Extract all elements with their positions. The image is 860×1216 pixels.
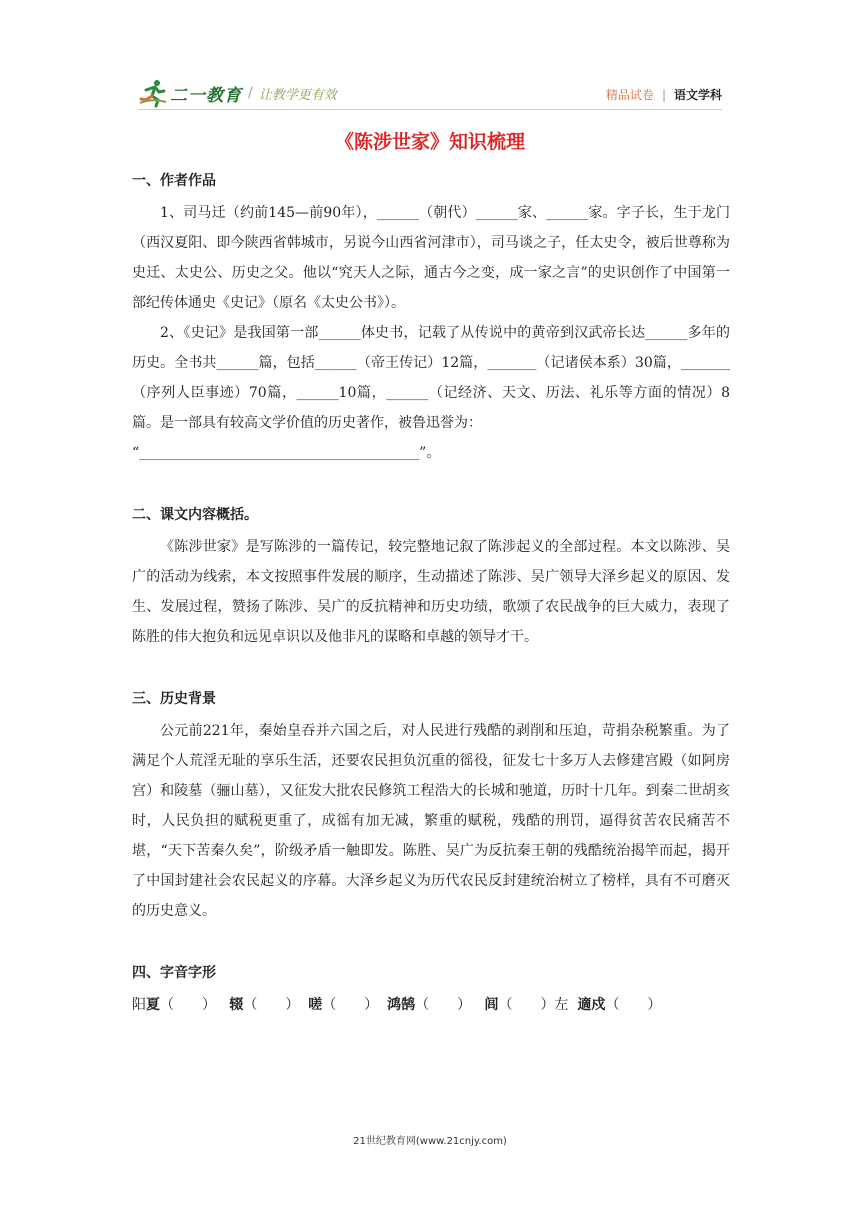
- header-tags: [606, 86, 722, 103]
- brand-slogan: 让教学更有效: [258, 87, 337, 103]
- pron-char-bold: 辍: [229, 997, 244, 1013]
- document-body: [132, 168, 730, 1020]
- logo: [138, 78, 337, 108]
- runner-logo-icon: [138, 78, 168, 108]
- page-title: 《陈涉世家》知识梳理: [334, 131, 525, 153]
- paragraph-summary: 《陈涉世家》是写陈涉的一篇传记，较完整地记叙了陈涉起义的全部过程。本文以陈涉、吴广的活动为线索，本文按照事件发展的顺序，生动描述了陈涉、吴广领导大泽乡起义的原因、发生、发展过程，赞扬了陈涉、吴广的反抗精神和历史功绩，歌颂了农民战争的巨大威力，表现了陈胜的伟大抱负和远见卓识以及他非凡的谋略和卓越的领导才干。: [132, 539, 730, 645]
- pron-blank: （ ）: [605, 997, 662, 1013]
- paragraph-background: 公元前221年，秦始皇吞并六国之后，对人民进行残酷的剥削和压迫，苛捐杂税繁重。为了满足个人荒淫无耻的享乐生活，还要农民担负沉重的徭役，征发七十多万人去修建宫殿（如阿房宫）和陵墓（骊山墓），又征发大批农民修筑工程浩大的长城和驰道，历时十几年。到秦二世胡亥时，人民负担的赋税更重了，成徭有加无减，繁重的赋税，残酷的刑罚，逼得贫苦农民痛苦不堪，“天下苦秦久矣”，阶级矛盾一触即发。陈胜、吴广为反抗秦王朝的残酷统治揭竿而起，揭开了中国封建社会农民起义的序幕。大泽乡起义为历代农民反封建统治树立了榜样，具有不可磨灭的历史意义。: [132, 723, 730, 919]
- pron-char-bold: 鸿鹄: [387, 997, 416, 1013]
- section-heading-summary: 二、课文内容概括。: [132, 507, 258, 523]
- page-header: [138, 78, 722, 108]
- header-rule: [138, 109, 722, 110]
- pronunciation-row: [132, 990, 730, 1020]
- header-tag-subject: 语文学科: [673, 88, 722, 102]
- pron-blank: （ ）: [160, 997, 216, 1013]
- brand-name: 二一教育: [170, 85, 242, 106]
- paragraph-author-2: 2、《史记》是我国第一部______体史书，记载了从传说中的黄帝到汉武帝长达______多年的历史。全书共______篇，包括______（帝王传记）12篇，_______（记诸侯本系）30篇，_______（序列人臣事迹）70篇，______10篇，______（记经济、天文、历法、礼乐等方面的情况）8篇。是一部具有较高文学价值的历史著作，被鲁迅誉为：: [132, 325, 730, 431]
- pron-blank: （ ）: [415, 997, 472, 1013]
- pron-char: 阳: [132, 997, 146, 1013]
- brand-separator: /: [248, 85, 253, 101]
- pron-char-bold: 闾: [484, 997, 499, 1013]
- pron-blank: （ ）左: [498, 997, 569, 1013]
- quote-blank-line: “________________________________________”。: [132, 445, 441, 461]
- section-heading-pronunciation: 四、字音字形: [132, 965, 216, 981]
- pron-char-bold: 適戍: [577, 997, 606, 1013]
- pron-char-bold: 嗟: [308, 997, 323, 1013]
- pron-blank: （ ）: [243, 997, 300, 1013]
- pron-char-bold: 夏: [146, 997, 160, 1013]
- header-tag-divider: |: [661, 87, 666, 102]
- section-heading-background: 三、历史背景: [132, 691, 216, 707]
- page-footer: 21世纪教育网(www.21cnjy.com): [353, 1136, 507, 1147]
- section-heading-author: 一、作者作品: [132, 173, 216, 189]
- paragraph-author-1: 1、司马迁（约前145—前90年），______（朝代）______家、______家。字子长，生于龙门（西汉夏阳、即今陕西省韩城市，另说今山西省河津市），司马谈之子，任太史令，被后世尊称为史迁、太史公、历史之父。他以“究天人之际，通古今之变，成一家之言”的史识创作了中国第一部纪传体通史《史记》（原名《太史公书》）。: [132, 205, 730, 311]
- header-tag-premium: 精品试卷: [605, 88, 654, 102]
- pron-blank: （ ）: [322, 997, 379, 1013]
